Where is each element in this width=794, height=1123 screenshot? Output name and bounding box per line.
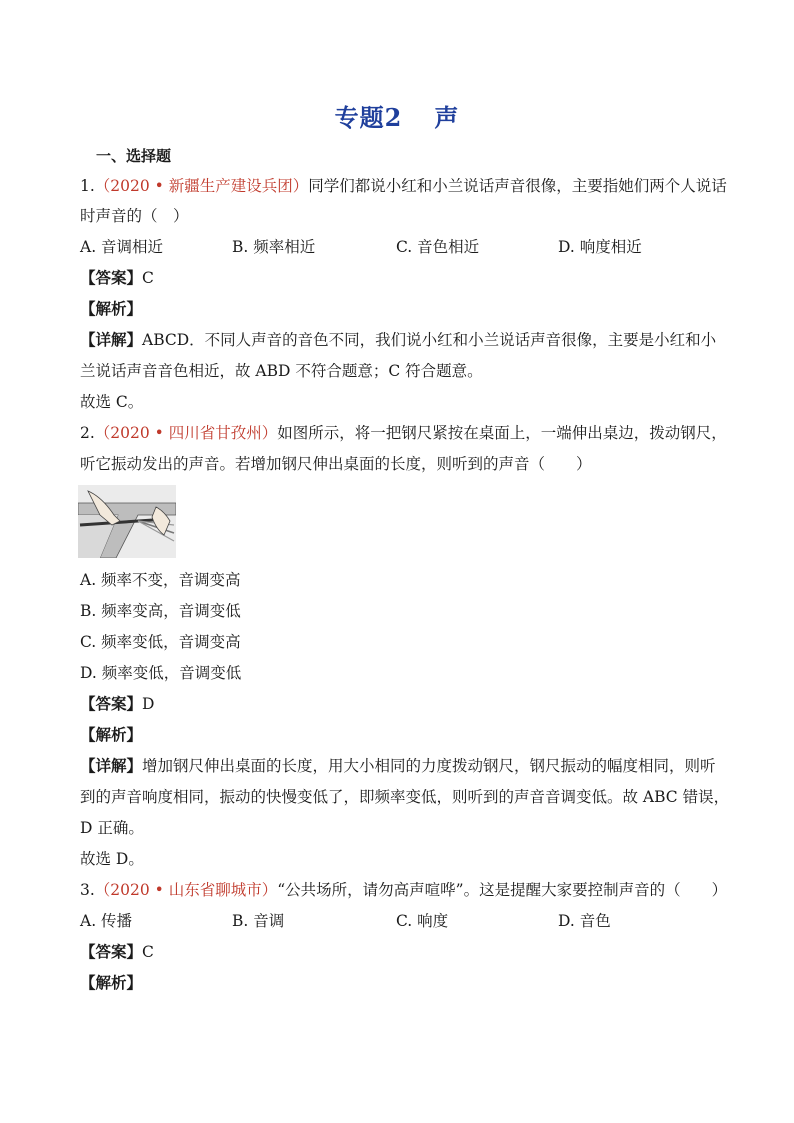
q3-analysis-label: 【解析】 [80,973,143,992]
q2-option-d: D. 频率变低，音调变低 [80,664,242,682]
q2-answer-value: D [142,695,155,713]
q2-detail-line-1 [80,756,716,776]
q3-answer [80,942,154,962]
q1-analysis-label: 【解析】 [80,299,143,318]
q2-answer [80,694,154,714]
q2-conclusion: 故选 D。 [80,850,144,868]
q3-option-c: C. 响度 [396,912,449,930]
q1-text-1: 同学们都说小红和小兰说话声音很像，主要指她们两个人说话 [308,177,727,195]
q1-detail-2: 兰说话声音音色相近，故 ABD 不符合题意；C 符合题意。 [80,362,483,380]
q3-number: 3. [80,881,95,899]
q2-answer-label: 【答案】 [80,694,143,713]
q1-option-c: C. 音色相近 [396,238,480,256]
title-sub: 声 [434,103,460,132]
page-title [0,98,794,133]
q2-text-2: 听它振动发出的声音。若增加钢尺伸出桌面的长度，则听到的声音（ ） [80,455,592,473]
q3-option-a: A. 传播 [80,912,133,930]
q2-option-b: B. 频率变高，音调变低 [80,602,241,620]
q2-analysis-label: 【解析】 [80,725,143,744]
q1-line-1 [80,176,727,196]
q2-line-1 [80,423,727,443]
q1-option-a: A. 音调相近 [80,238,164,256]
q3-line-1 [80,880,727,900]
q1-source: （2020 • 新疆生产建设兵团） [94,177,309,195]
q2-number: 2. [80,424,95,442]
q1-answer-label: 【答案】 [80,268,143,287]
q1-option-d: D. 响度相近 [558,238,642,256]
q2-option-c: C. 频率变低，音调变高 [80,633,241,651]
q3-option-b: B. 音调 [232,912,285,930]
q2-text-1: 如图所示，将一把钢尺紧按在桌面上，一端伸出桌边，拨动钢尺， [277,424,727,442]
ruler-on-table-figure [78,485,176,558]
q1-number: 1. [80,177,95,195]
q1-answer-value: C [142,269,154,287]
q3-answer-label: 【答案】 [80,942,143,961]
section-heading: 一、选择题 [96,147,172,165]
q1-conclusion: 故选 C。 [80,393,144,411]
q1-text-2: 时声音的（ ） [80,207,189,225]
q2-detail-2: 到的声音响度相同，振动的快慢变低了，即频率变低，则听到的声音音调变低。故 ABC 错误， [80,788,730,806]
q2-detail-label: 【详解】 [80,756,143,775]
q2-source: （2020 • 四川省甘孜州） [94,424,278,442]
q2-detail-3: D 正确。 [80,819,144,837]
q3-source: （2020 • 山东省聊城市） [94,881,278,899]
q1-detail-label: 【详解】 [80,330,143,349]
q3-answer-value: C [142,943,154,961]
q3-option-d: D. 音色 [558,912,611,930]
q1-detail-line-1 [80,330,716,350]
q1-answer [80,268,154,288]
q1-detail-1: ABCD．不同人声音的音色不同，我们说小红和小兰说话声音很像，主要是小红和小 [142,331,717,349]
q2-option-a: A. 频率不变，音调变高 [80,571,241,589]
title-main: 专题2 [334,103,403,132]
q1-option-b: B. 频率相近 [232,238,316,256]
q2-detail-1: 增加钢尺伸出桌面的长度，用大小相同的力度拨动钢尺，钢尺振动的幅度相同，则听 [142,757,716,775]
q3-text-1: “公共场所，请勿高声喧哗”。这是提醒大家要控制声音的（ ） [277,881,728,899]
